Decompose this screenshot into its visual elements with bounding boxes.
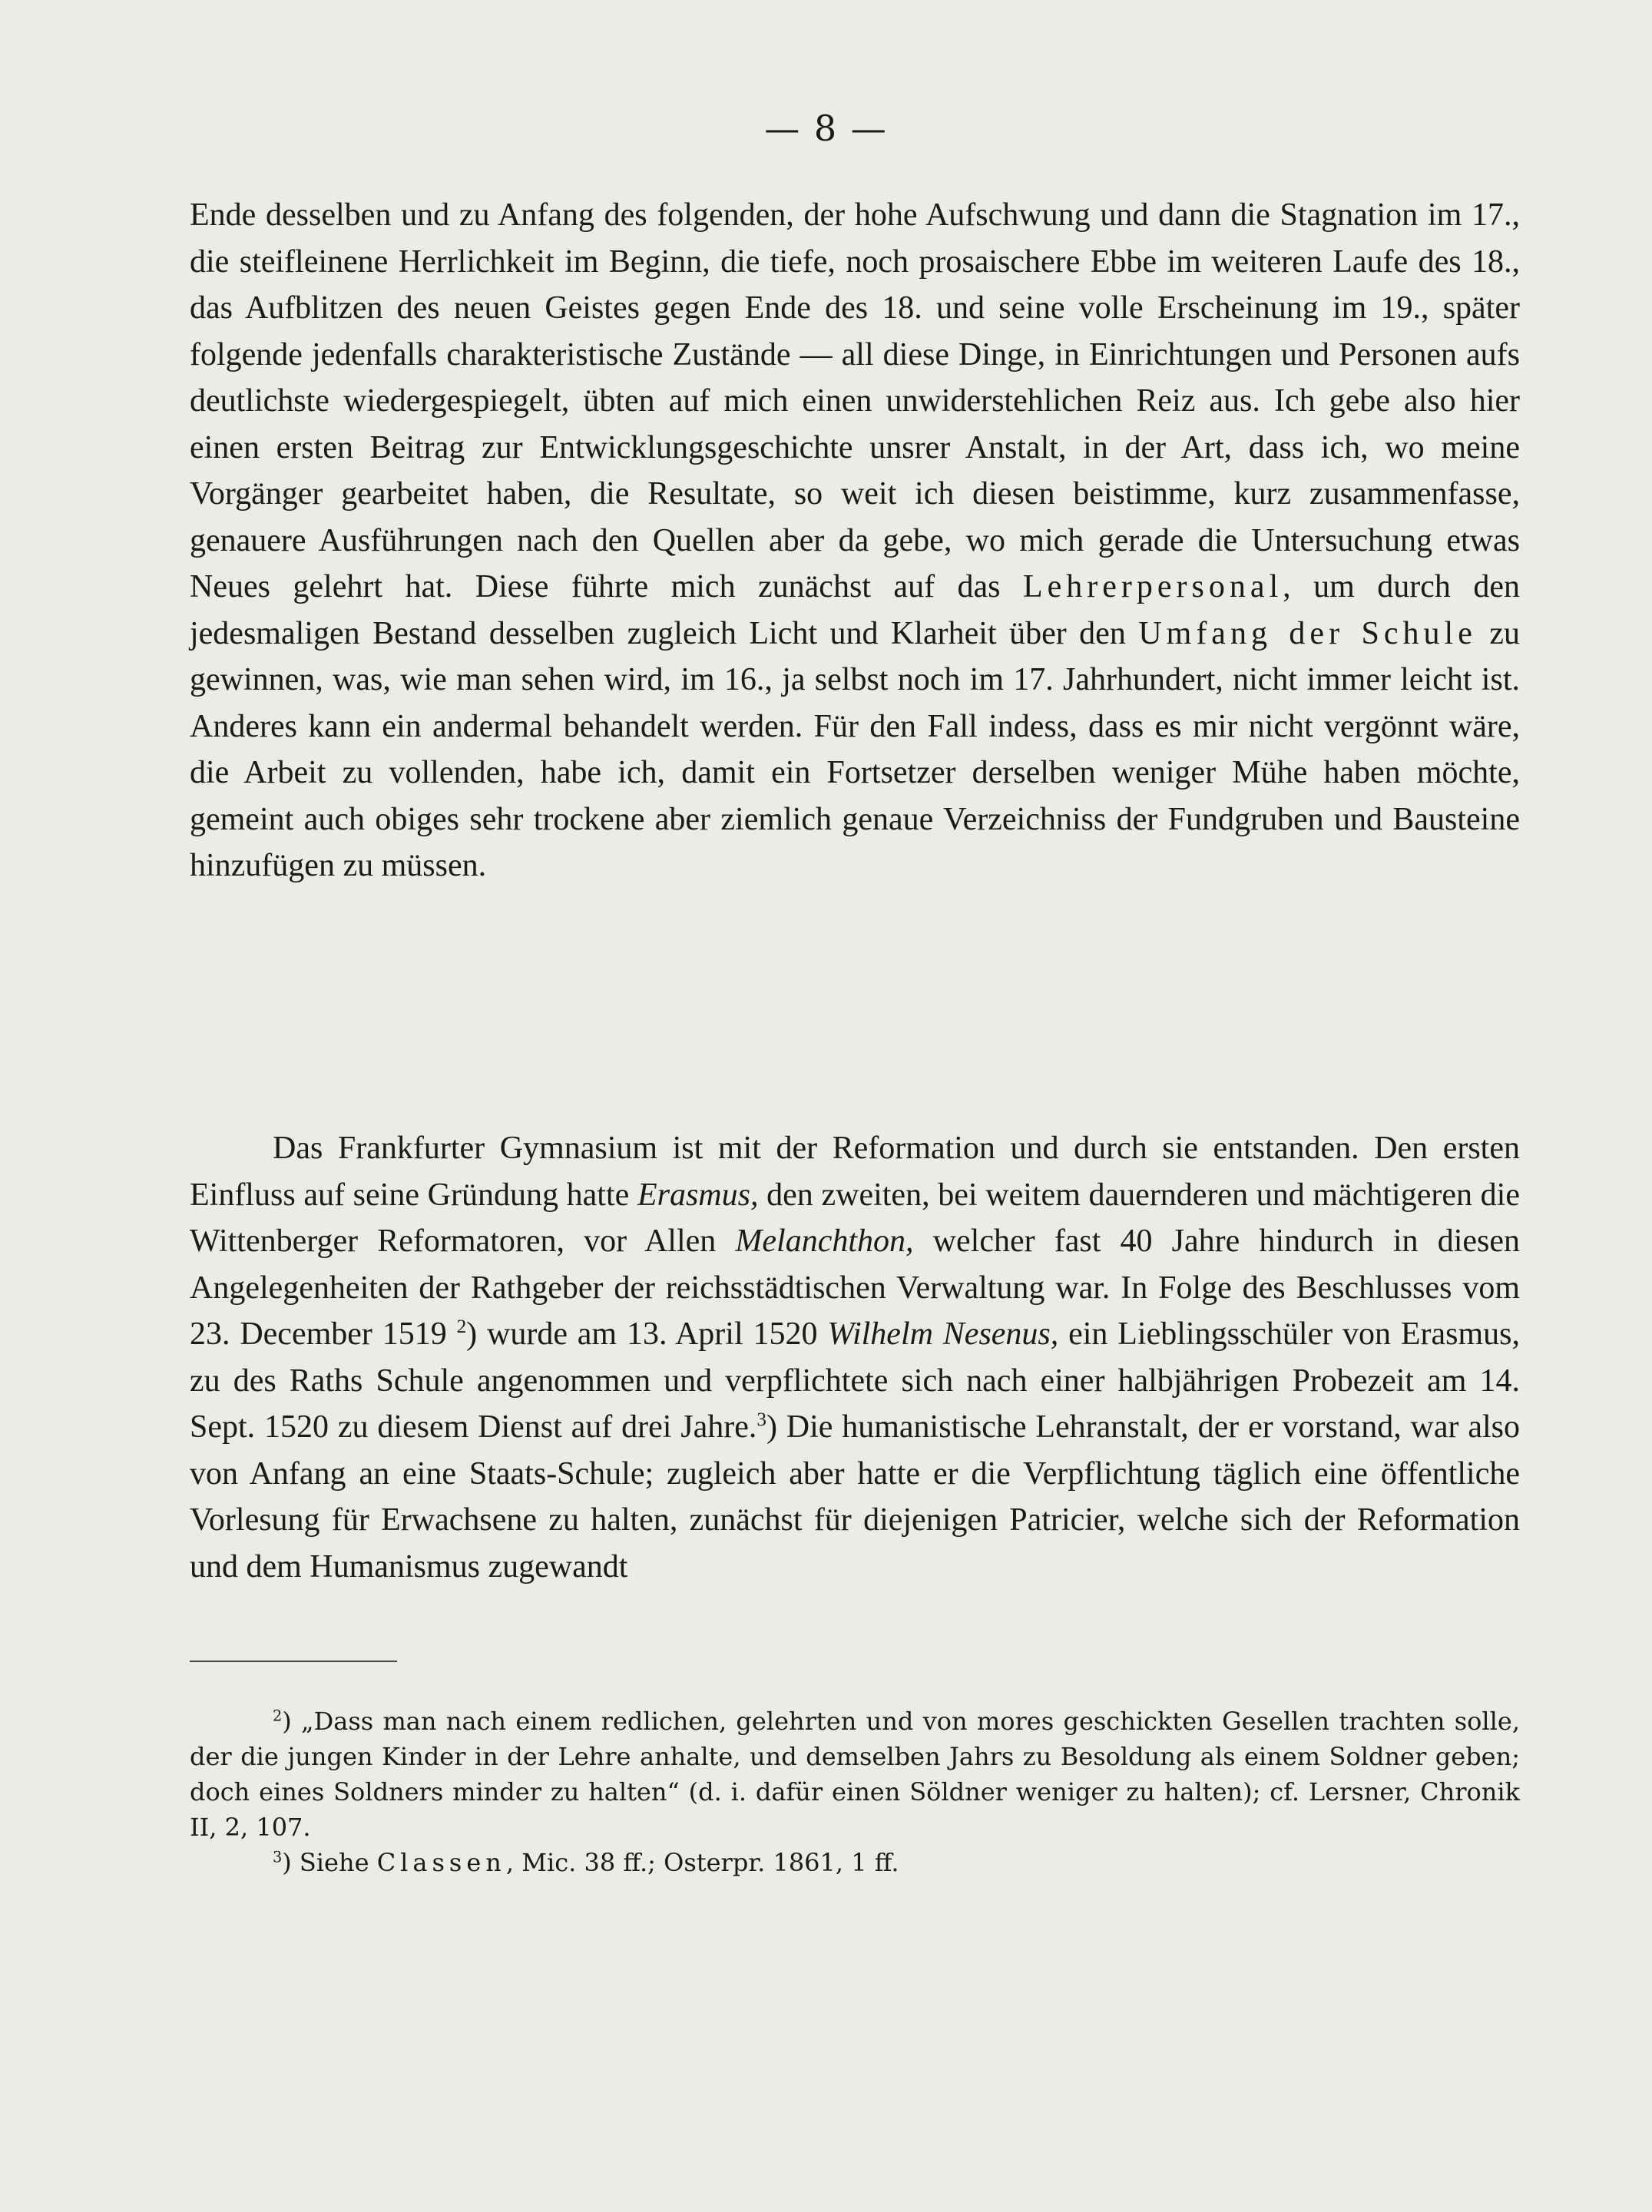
- footnote-2-mark: 2: [273, 1707, 283, 1725]
- paragraph-2-text-c: welcher fast 40 Jahre hindurch in diesen Angelegenheiten der Rathgeber der reichsstädtischen Verwaltung war. In Folge des Beschlusses vom 23. December 1519: [190, 1224, 1520, 1352]
- spaced-term-lehrerpersonal: Lehrerpersonal: [1022, 569, 1283, 604]
- footnote-ref-3: 3: [756, 1409, 766, 1430]
- paragraph-2-text-d: ) wurde am 13. April 1520: [466, 1316, 828, 1352]
- paragraph-2: [190, 1125, 1520, 1590]
- footnote-2-text: ) „Dass man nach einem redlichen, gelehrten und von mores geschickten Gesellen trachten solle, der die jungen Kinder in der Lehre anhalte, und demselben Jahrs zu Besoldung als einem Soldner geben; doch eines Soldners minder zu halten“ (d. i. dafür einen Söldner weniger zu halten); cf. Lersner, Chronik II, 2, 107.: [190, 1707, 1520, 1842]
- spaced-term-umfang: Umfang der Schule: [1138, 615, 1477, 651]
- paragraph-2-text-e: ein Lieblingsschüler von Erasmus, zu des Raths Schule angenommen und verpflichtete sich nach einer halbjährigen Probezeit am 14. Sept. 1520 zu diesem Dienst auf drei Jahre.: [190, 1316, 1521, 1445]
- paragraph-2-text-b: den zweiten, bei weitem dauernderen und mächtigeren die Wittenberger Reformatoren, vor Allen: [190, 1177, 1520, 1259]
- footnote-3-author: Classen: [376, 1848, 506, 1877]
- footnote-ref-2: 2: [456, 1316, 467, 1337]
- footnotes: [190, 1704, 1520, 1880]
- paragraph-1-text-b: , um durch den jedesmaligen Bestand desselben zugleich Licht und Klarheit über den: [190, 569, 1520, 651]
- paragraph-1-text-c: zu gewinnen, was, wie man sehen wird, im 16., ja selbst noch im 17. Jahrhundert, nicht immer leicht ist. Anderes kann ein andermal behandelt werden. Für den Fall indess, dass es mir nicht vergönnt wäre, die Arbeit zu vollenden, habe ich, damit ein Fortsetzer derselben weniger Mühe haben möchte, gemeint auch obiges sehr trockene aber ziemlich genaue Verzeichniss der Fundgruben und Bausteine hinzufügen zu müssen.: [190, 615, 1520, 883]
- paragraph-2-text-f: ) Die humanistische Lehranstalt, der er vorstand, war also von Anfang an eine Staats-Schule; zugleich aber hatte er die Verpflichtung täglich eine öffentliche Vorlesung für Erwachsene zu halten, zunächst für diejenigen Patricier, welche sich der Reformation und dem Humanismus zugewandt: [190, 1409, 1520, 1584]
- page-number: — 8 —: [764, 108, 888, 149]
- name-nesenus: Wilhelm Nesenus,: [827, 1316, 1059, 1352]
- paragraph-1: [190, 192, 1520, 889]
- footnote-3-pre: ) Siehe: [282, 1848, 377, 1877]
- name-melanchthon: Melanchthon,: [735, 1224, 914, 1259]
- footnote-2: [190, 1704, 1520, 1845]
- footnote-3-mark: 3: [273, 1848, 283, 1866]
- footnote-divider: [190, 1661, 397, 1662]
- footnote-3: [190, 1845, 1520, 1880]
- paragraph-2-text-a: Das Frankfurter Gymnasium ist mit der Reformation und durch sie entstanden. Den ersten Einfluss auf seine Gründung hatte: [190, 1131, 1520, 1213]
- footnote-3-post: , Mic. 38 ff.; Osterpr. 1861, 1 ff.: [505, 1848, 899, 1877]
- name-erasmus: Erasmus,: [637, 1177, 759, 1213]
- paragraph-1-text-a: Ende desselben und zu Anfang des folgenden, der hohe Aufschwung und dann die Stagnation im 17., die steifleinene Herrlichkeit im Beginn, die tiefe, noch prosaischere Ebbe im weiteren Laufe des 18., das Aufblitzen des neuen Geistes gegen Ende des 18. und seine volle Erscheinung im 19., später folgende jedenfalls charakteristische Zustände — all diese Dinge, in Einrichtungen und Personen aufs deutlichste wiedergespiegelt, übten auf mich einen unwiderstehlichen Reiz aus. Ich gebe also hier einen ersten Beitrag zur Entwicklungsgeschichte unsrer Anstalt, in der Art, dass ich, wo meine Vorgänger gearbeitet haben, die Resultate, so weit ich diesen beistimme, kurz zusammenfasse, genauere Ausführungen nach den Quellen aber da gebe, wo mich gerade die Untersuchung etwas Neues gelehrt hat. Diese führte mich zunächst auf das: [190, 197, 1520, 604]
